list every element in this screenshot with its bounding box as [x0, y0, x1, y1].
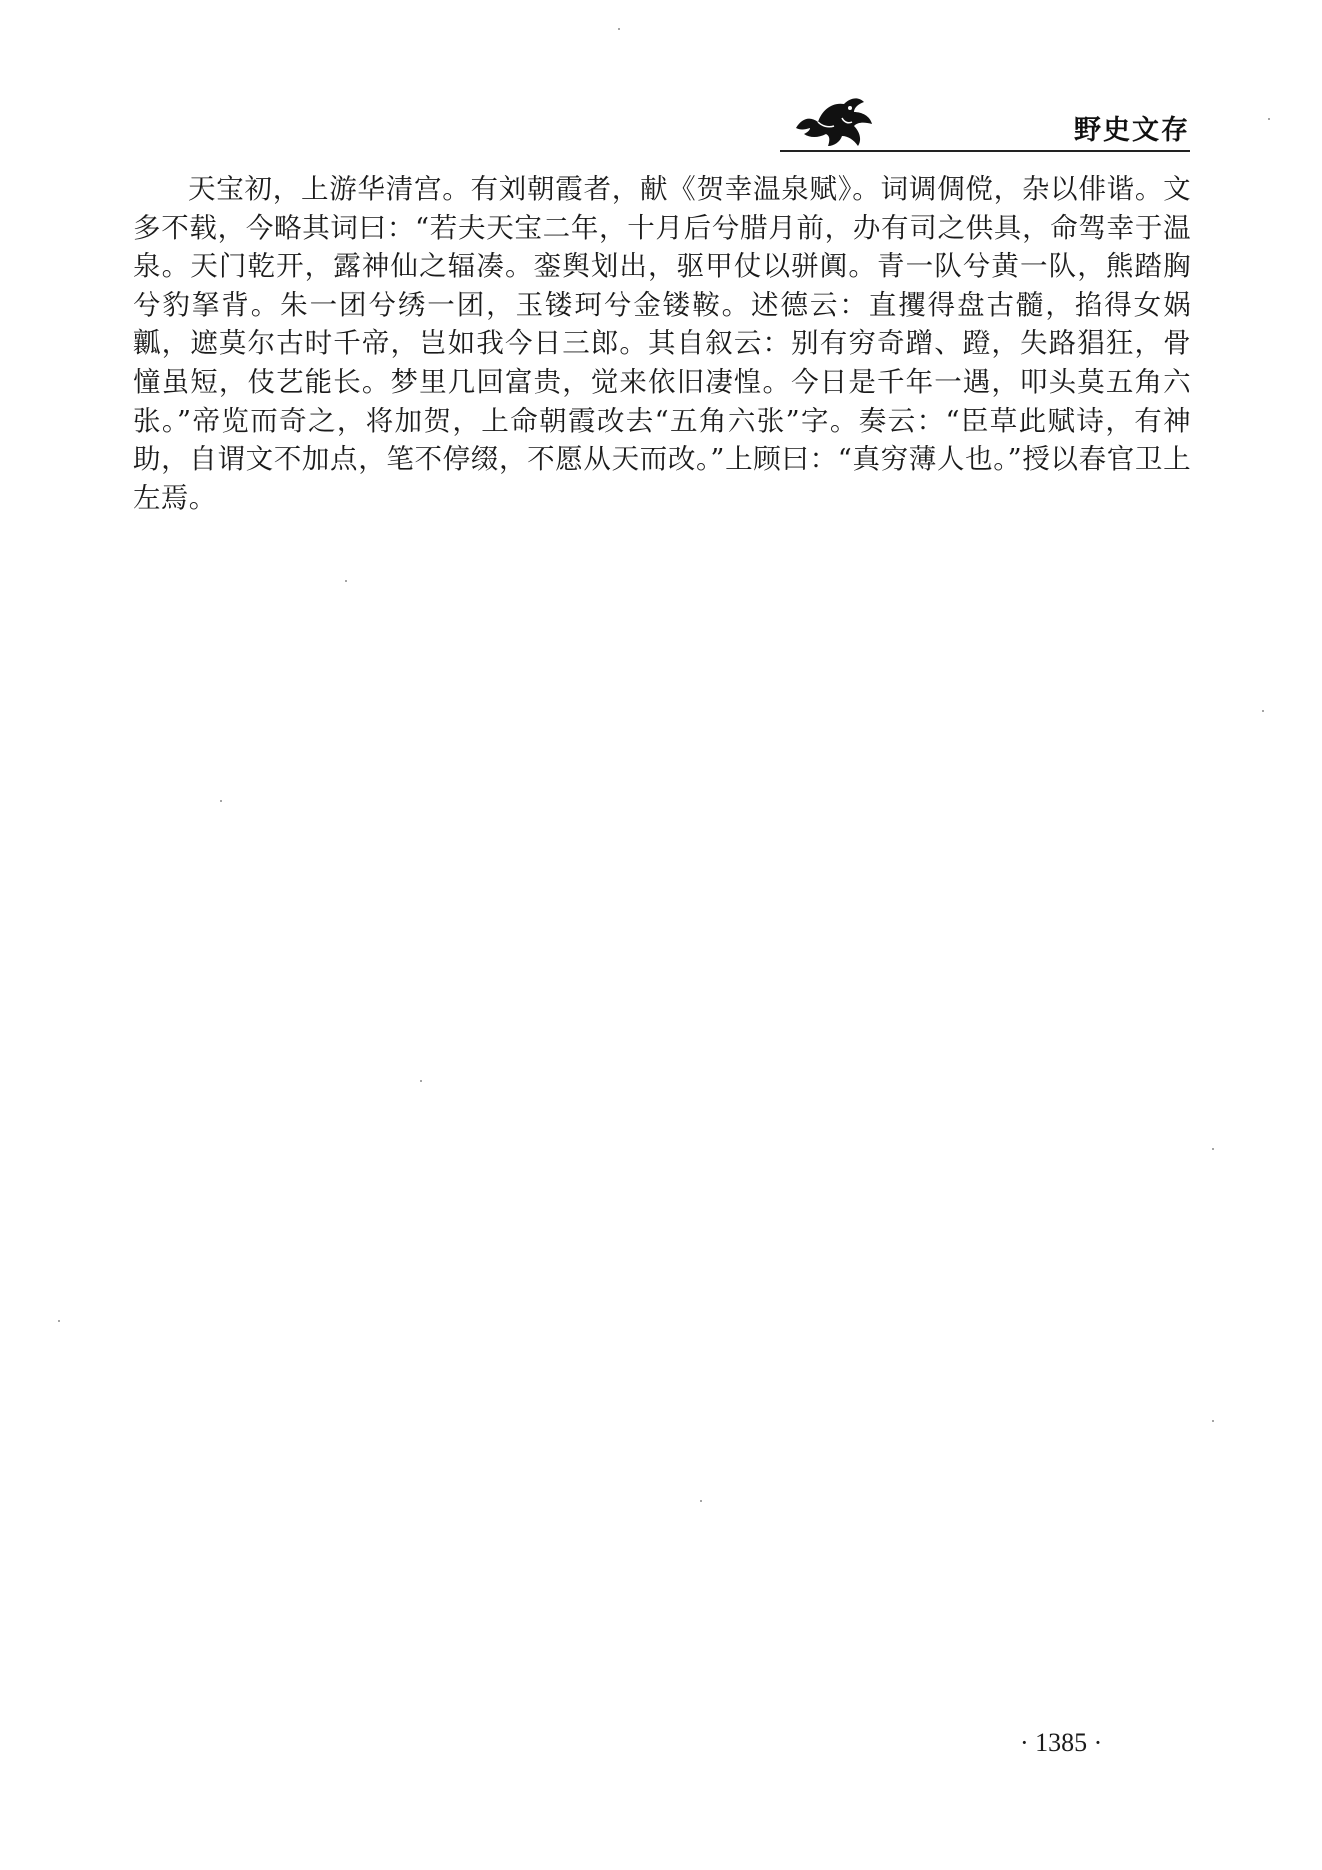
scan-speck [1268, 118, 1270, 120]
running-header [780, 88, 1190, 158]
scan-speck [220, 800, 222, 802]
scan-speck [420, 1080, 422, 1082]
header-rule [780, 150, 1190, 152]
body-paragraph: 天宝初，上游华清宫。有刘朝霞者，献《贺幸温泉赋》。词调倜傥，杂以俳谐。文多不载，今略其词曰：“若夫天宝二年，十月后兮腊月前，办有司之供具，命驾幸于温泉。天门乾开，露神仙之辐凑。銮舆划出，驱甲仗以骈阗。青一队兮黄一队，熊踏胸兮豹拏背。朱一团兮绣一团，玉镂珂兮金镂鞍。述德云：直攫得盘古髓，掐得女娲瓤，遮莫尔古时千帝，岂如我今日三郎。其自叙云：别有穷奇蹭、蹬，失路猖狂，骨憧虽短，伎艺能长。梦里几回富贵，觉来依旧凄惶。今日是千年一遇，叩头莫五角六张。”帝览而奇之，将加贺，上命朝霞改去“五角六张”字。奏云：“臣草此赋诗，有神助，自谓文不加点，笔不停缀，不愿从天而改。”上顾曰：“真穷薄人也。”授以春官卫上左焉。 [133, 173, 1191, 514]
scan-speck [1212, 1420, 1214, 1422]
scan-speck [345, 580, 347, 582]
scan-speck [618, 28, 620, 30]
dragon-emblem-icon [788, 88, 876, 150]
scan-speck [1212, 1148, 1214, 1150]
scan-speck [700, 1500, 702, 1502]
scan-speck [1262, 710, 1264, 712]
page-number: · 1385 · [1020, 1728, 1103, 1757]
scan-speck [58, 1320, 60, 1322]
header-title: 野史文存 [1074, 115, 1190, 146]
